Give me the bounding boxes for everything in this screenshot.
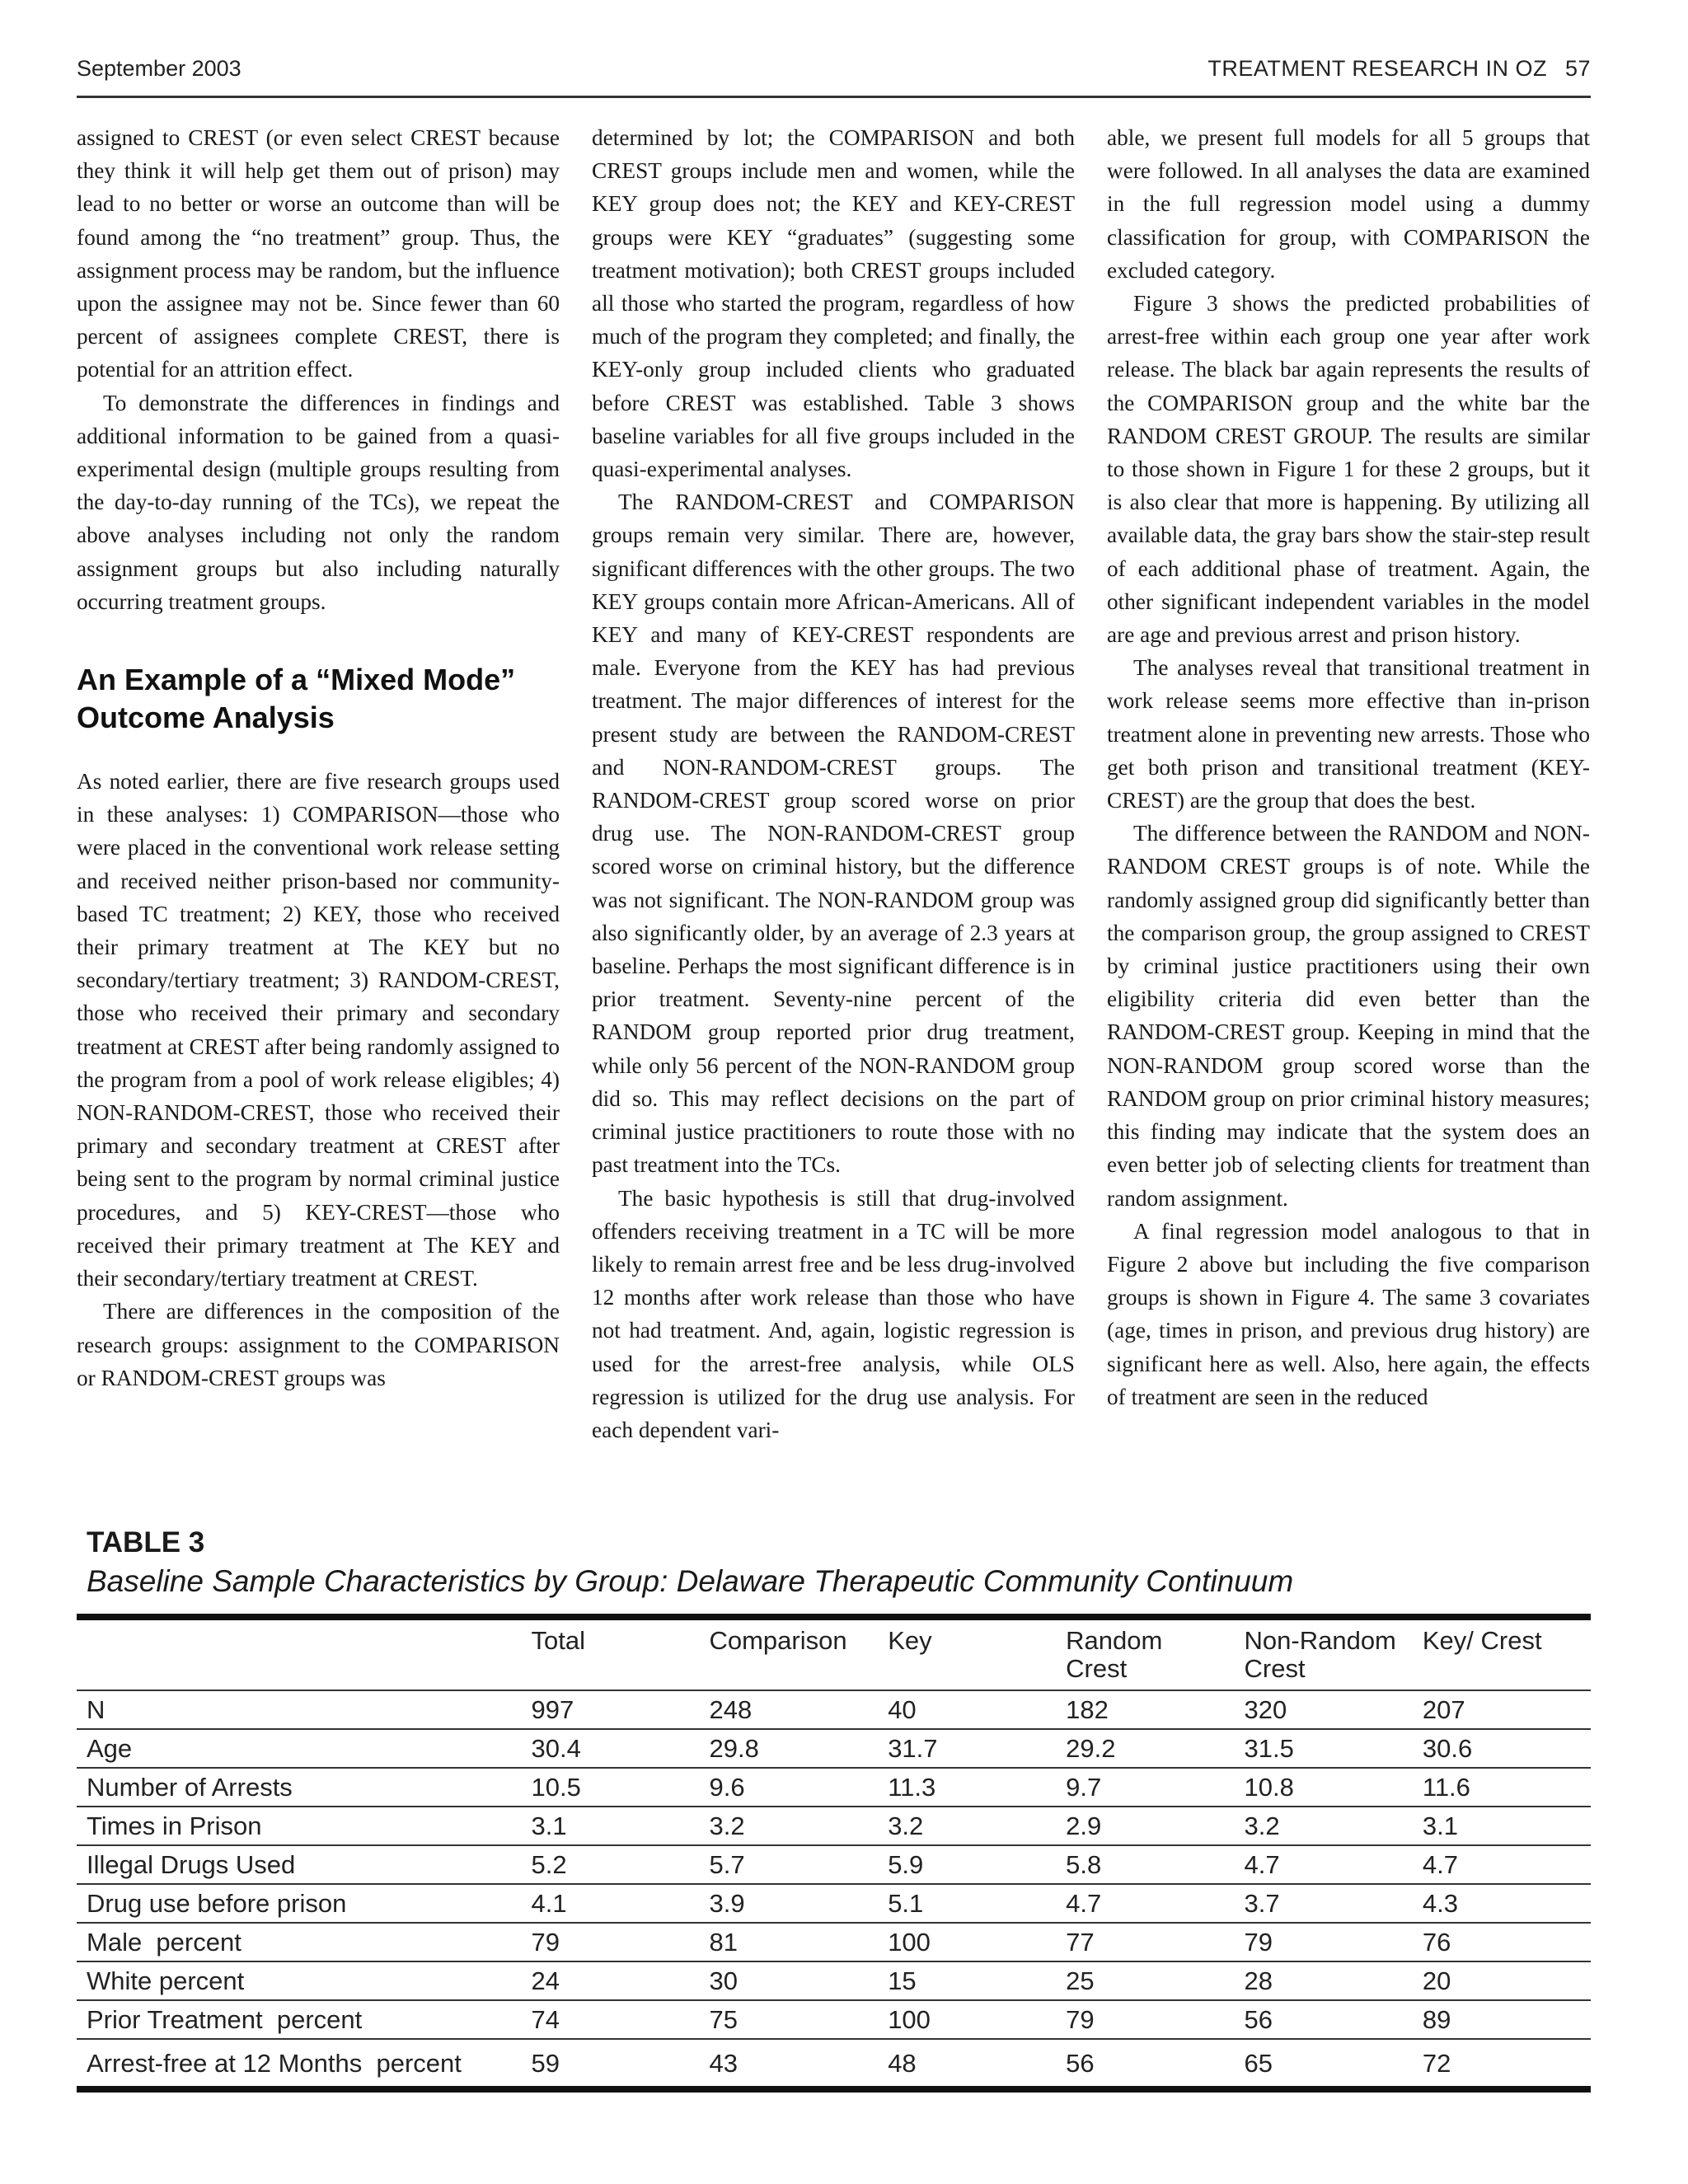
row-label: Drug use before prison [77,1884,521,1923]
table-cell: 75 [699,2000,878,2039]
table-cell: 5.7 [699,1845,878,1884]
table-cell: 74 [521,2000,699,2039]
table-cell: 997 [521,1690,699,1729]
table-cell: 25 [1056,1961,1234,2000]
paragraph: The analyses reveal that transitional treatment in work release seems more effective than in-prison treatment alone in preventing new arrests. Those who get both prison and transitional treatment (KEY-CREST) are the group that does the best. [1107,655,1590,813]
paragraph: able, we present full models for all 5 groups that were followed. In all analyses the data are examined in the full regression model using a dummy classification for group, with COMPARISON the excluded category. [1107,125,1590,283]
table-cell: 5.9 [878,1845,1056,1884]
table-cell: 31.7 [878,1729,1056,1768]
table-cell: 3.9 [699,1884,878,1923]
table-cell: 100 [878,1923,1056,1961]
table-cell: 5.2 [521,1845,699,1884]
table-cell: 5.8 [1056,1845,1234,1884]
column-header: Key [878,1617,1056,1690]
row-label: Illegal Drugs Used [77,1845,521,1884]
table-cell: 89 [1413,2000,1591,2039]
column-header: Key/ Crest [1413,1617,1591,1690]
paragraph: determined by lot; the COMPARISON and both CREST groups include men and women, while the KEY group does not; the KEY and KEY-CREST groups were KEY “graduates” (suggesting some treatment motivation); both CREST groups included all those who started the program, regardless of how much of the program they completed; and finally, the KEY-only group included clients who graduated before CREST was established. Table 3 shows baseline variables for all five groups included in the quasi-experimental analyses. [592,125,1075,482]
table-cell: 4.1 [521,1884,699,1923]
table-cell: 3.1 [521,1807,699,1845]
table-cell: 79 [1056,2000,1234,2039]
table-row [77,1884,1591,1923]
text-column-3 [1107,121,1590,1413]
paragraph: The basic hypothesis is still that drug-involved offenders receiving treatment in a TC will be more likely to remain arrest free and be less drug-involved 12 months after work release than those who have not had treatment. And, again, logistic regression is used for the arrest-free analysis, while OLS regression is utilized for the drug use analysis. For each dependent vari- [592,1185,1075,1442]
column-header: Non-Random Crest [1235,1617,1413,1690]
row-label: Times in Prison [77,1807,521,1845]
row-label: Arrest-free at 12 Months percent [87,2048,462,2078]
paragraph: To demonstrate the differences in findings and additional information to be gained from a quasi-experimental design (multiple groups resulting from the day-to-day running of the TCs), we repeat the above analyses including not only the random assignment groups but also including naturally occurring treatment groups. [77,390,560,614]
table-cell: 3.2 [1235,1807,1413,1845]
table-cell: 207 [1413,1690,1591,1729]
table-cell: 24 [521,1961,699,2000]
table-row [77,2000,1591,2039]
table-cell: 40 [878,1690,1056,1729]
table-header-row [77,1617,1591,1690]
table-cell: 11.6 [1413,1768,1591,1807]
column-header: Comparison [699,1617,878,1690]
table-cell: 9.6 [699,1768,878,1807]
table-cell: 77 [1056,1923,1234,1961]
running-header-journal [1207,56,1591,82]
paragraph: The difference between the RANDOM and NON-RANDOM CREST groups is of note. While the randomly assigned group did significantly better than the comparison group, the group assigned to CREST by criminal justice practitioners using their own eligibility criteria did even better than the RANDOM-CREST group. Keeping in mind that the NON-RANDOM group scored worse than the RANDOM group on prior criminal history measures; this finding may indicate that the system does an even better job of selecting clients for treatment than random assignment. [1107,821,1590,1211]
row-label: Number of Arrests [77,1768,521,1807]
table-cell: 3.7 [1235,1884,1413,1923]
page-number: 57 [1564,56,1591,81]
table-row [77,1807,1591,1845]
table-cell: 31.5 [1235,1729,1413,1768]
table-cell: 3.2 [699,1807,878,1845]
table-cell: 9.7 [1056,1768,1234,1807]
table-cell: 4.7 [1413,1845,1591,1884]
table-row [77,1845,1591,1884]
table-cell: 3.2 [878,1807,1056,1845]
section-heading: An Example of a “Mixed Mode” Outcome Analysis [77,663,516,735]
table-row [77,1768,1591,1807]
table-cell: 29.8 [699,1729,878,1768]
text-column-2 [592,121,1075,1446]
table-cell: 182 [1056,1690,1234,1729]
table-cell: 79 [521,1923,699,1961]
row-label: Age [77,1729,521,1768]
row-label: Male percent [77,1923,521,1961]
table-title: Baseline Sample Characteristics by Group: Delaware Therapeutic Community Continuum [87,1564,1294,1598]
paragraph: Figure 3 shows the predicted probabilities of arrest-free within each group one year after work release. The black bar again represents the results of the COMPARISON group and the white bar the RANDOM CREST GROUP. The results are similar to those shown in Figure 1 for these 2 groups, but it is also clear that more is happening. By utilizing all available data, the gray bars show the stair-step result of each additional phase of treatment. Again, the other significant independent variables in the model are age and previous arrest and prison history. [1107,291,1590,648]
paragraph: A final regression model analogous to that in Figure 2 above but including the five comparison groups is shown in Figure 4. The same 3 covariates (age, times in prison, and previous drug history) are significant here as well. Also, here again, the effects of treatment are seen in the reduced [1107,1218,1590,1409]
table-cell: 3.1 [1413,1807,1591,1845]
table-cell: 2.9 [1056,1807,1234,1845]
table-cell: 30 [699,1961,878,2000]
table-cell: 29.2 [1056,1729,1234,1768]
table-cell: 11.3 [878,1768,1056,1807]
table-cell: 59 [531,2048,560,2078]
column-header: Total [521,1617,699,1690]
table-cell: 20 [1413,1961,1591,2000]
table-cell: 48 [888,2048,917,2078]
row-label: Prior Treatment percent [77,2000,521,2039]
table-cell: 72 [1422,2048,1451,2078]
table-cell: 248 [699,1690,878,1729]
paragraph: assigned to CREST (or even select CREST because they think it will help get them out of prison) may lead to no better or worse an outcome than will be found among the “no treatment” group. Thus, the assignment process may be random, but the influence upon the assignee may not be. Since fewer than 60 percent of assignees complete CREST, there is potential for an attrition effect. [77,125,560,382]
table-row [77,1729,1591,1768]
table-cell: 320 [1235,1690,1413,1729]
table-cell: 10.5 [521,1768,699,1807]
table-cell: 15 [878,1961,1056,2000]
table-row [77,1690,1591,1729]
table-cell: 4.7 [1235,1845,1413,1884]
table-cell: 43 [709,2048,738,2078]
table-cell: 76 [1413,1923,1591,1961]
table-cell: 65 [1244,2048,1273,2078]
table-cell: 30.6 [1413,1729,1591,1768]
table-row [77,2039,1591,2089]
column-header [77,1617,521,1690]
table-cell: 4.7 [1056,1884,1234,1923]
journal-title: TREATMENT RESEARCH IN OZ [1207,56,1547,81]
baseline-characteristics-table [77,1614,1591,2093]
table-cell: 56 [1235,2000,1413,2039]
table-cell: 28 [1235,1961,1413,2000]
header-rule [77,96,1591,98]
paragraph: As noted earlier, there are five research groups used in these analyses: 1) COMPARISON—those who were placed in the conventional work release setting and received neither prison-based nor community-based TC treatment; 2) KEY, those who received their primary treatment at The KEY but no secondary/tertiary treatment; 3) RANDOM-CREST, those who received their primary and secondary treatment at CREST after being randomly assigned to the program from a pool of work release eligibles; 4) NON-RANDOM-CREST, those who received their primary and secondary treatment at CREST after being sent to the program by normal criminal justice procedures, and 5) KEY-CREST—those who received their primary treatment at The KEY and their secondary/tertiary treatment at CREST. [77,769,560,1291]
paragraph: There are differences in the composition of the research groups: assignment to the COMPARISON or RANDOM-CREST groups was [77,1299,560,1390]
row-label: White percent [77,1961,521,2000]
table-cell: 100 [878,2000,1056,2039]
table-cell: 81 [699,1923,878,1961]
table-cell: 79 [1235,1923,1413,1961]
table-cell: 56 [1066,2048,1095,2078]
table-label: TABLE 3 [87,1526,205,1558]
running-header-date: September 2003 [77,56,241,81]
column-header: Random Crest [1056,1617,1234,1690]
table-row [77,1961,1591,2000]
table-cell: 10.8 [1235,1768,1413,1807]
table-cell: 5.1 [878,1884,1056,1923]
table-cell: 30.4 [521,1729,699,1768]
row-label: N [77,1690,521,1729]
paragraph: The RANDOM-CREST and COMPARISON groups remain very similar. There are, however, significant differences with the other groups. The two KEY groups contain more African-Americans. All of KEY and many of KEY-CREST respondents are male. Everyone from the KEY has had previous treatment. The major differences of interest for the present study are between the RANDOM-CREST and NON-RANDOM-CREST groups. The RANDOM-CREST group scored worse on prior drug use. The NON-RANDOM-CREST group scored worse on criminal history, but the difference was not significant. The NON-RANDOM group was also significantly older, by an average of 2.3 years at baseline. Perhaps the most significant difference is in prior treatment. Seventy-nine percent of the RANDOM group reported prior drug treatment, while only 56 percent of the NON-RANDOM group did so. This may reflect decisions on the part of criminal justice practitioners to route those with no past treatment into the TCs. [592,490,1075,1178]
table-cell: 4.3 [1413,1884,1591,1923]
table-row [77,1923,1591,1961]
text-column-1 [77,121,560,1394]
